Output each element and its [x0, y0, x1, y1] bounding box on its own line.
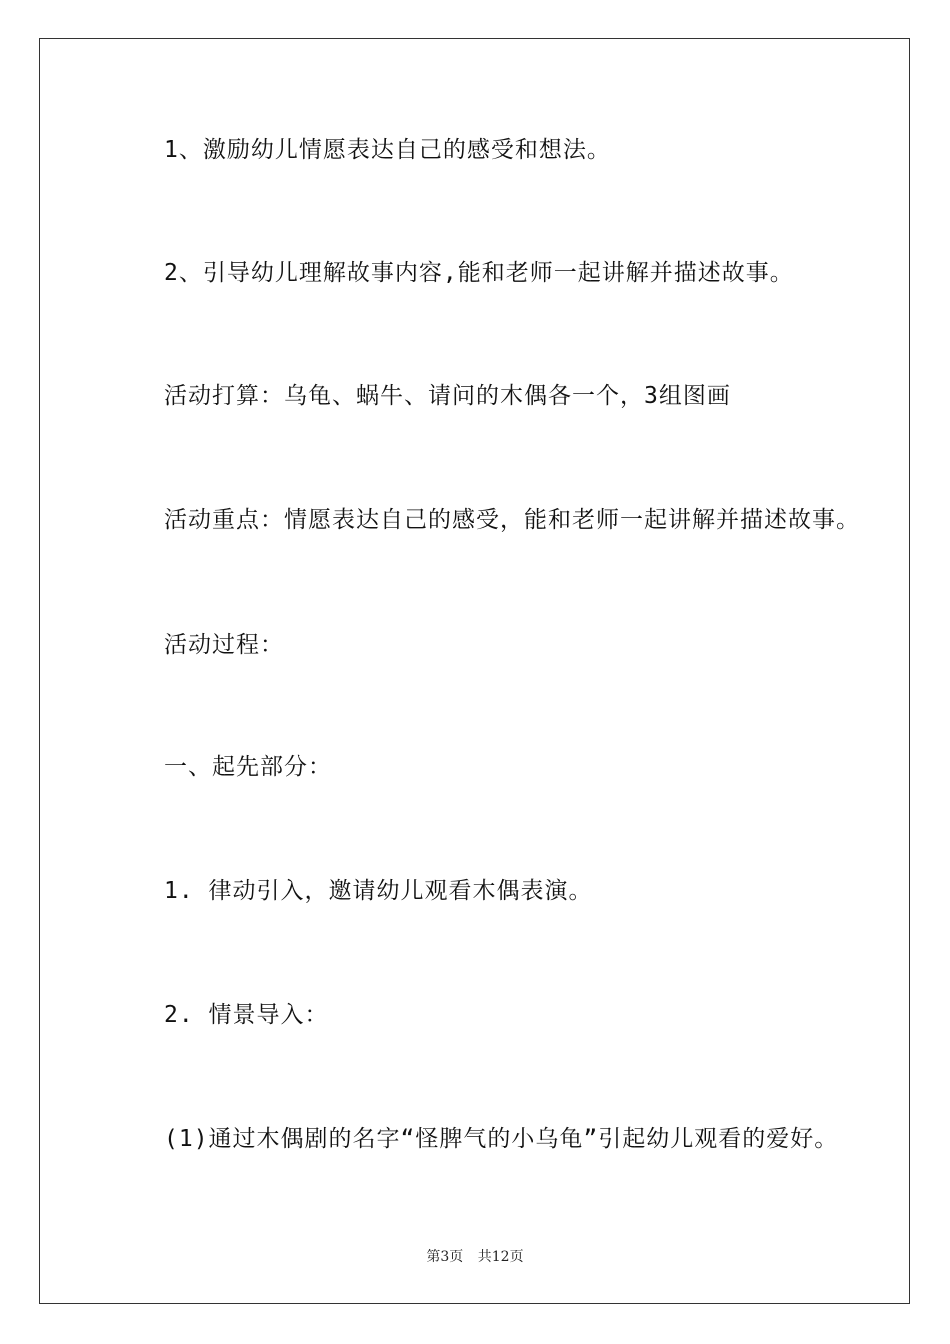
page-border: [39, 38, 910, 1304]
text-line-section-one: 一、起先部分：: [164, 754, 332, 780]
text-line-process-heading: 活动过程：: [164, 632, 284, 658]
page-number-total: 共12页: [477, 1249, 524, 1265]
text-line-step-1: 1. 律动引入，邀请幼儿观看木偶表演。: [164, 878, 593, 904]
text-line-substep-1: (1)通过木偶剧的名字“怪脾气的小乌龟”引起幼儿观看的爱好。: [164, 1126, 839, 1152]
page-footer: [0, 1248, 950, 1266]
page-number-current: 第3页: [426, 1249, 464, 1265]
text-line-goal-2: 2、引导幼儿理解故事内容,能和老师一起讲解并描述故事。: [164, 260, 794, 286]
text-line-step-2: 2. 情景导入：: [164, 1002, 329, 1028]
text-line-goal-1: 1、激励幼儿情愿表达自己的感受和想法。: [164, 137, 611, 163]
text-line-preparation: 活动打算：乌龟、蜗牛、请问的木偶各一个，3组图画: [164, 383, 731, 409]
text-line-key-point: 活动重点：情愿表达自己的感受，能和老师一起讲解并描述故事。: [164, 507, 860, 533]
